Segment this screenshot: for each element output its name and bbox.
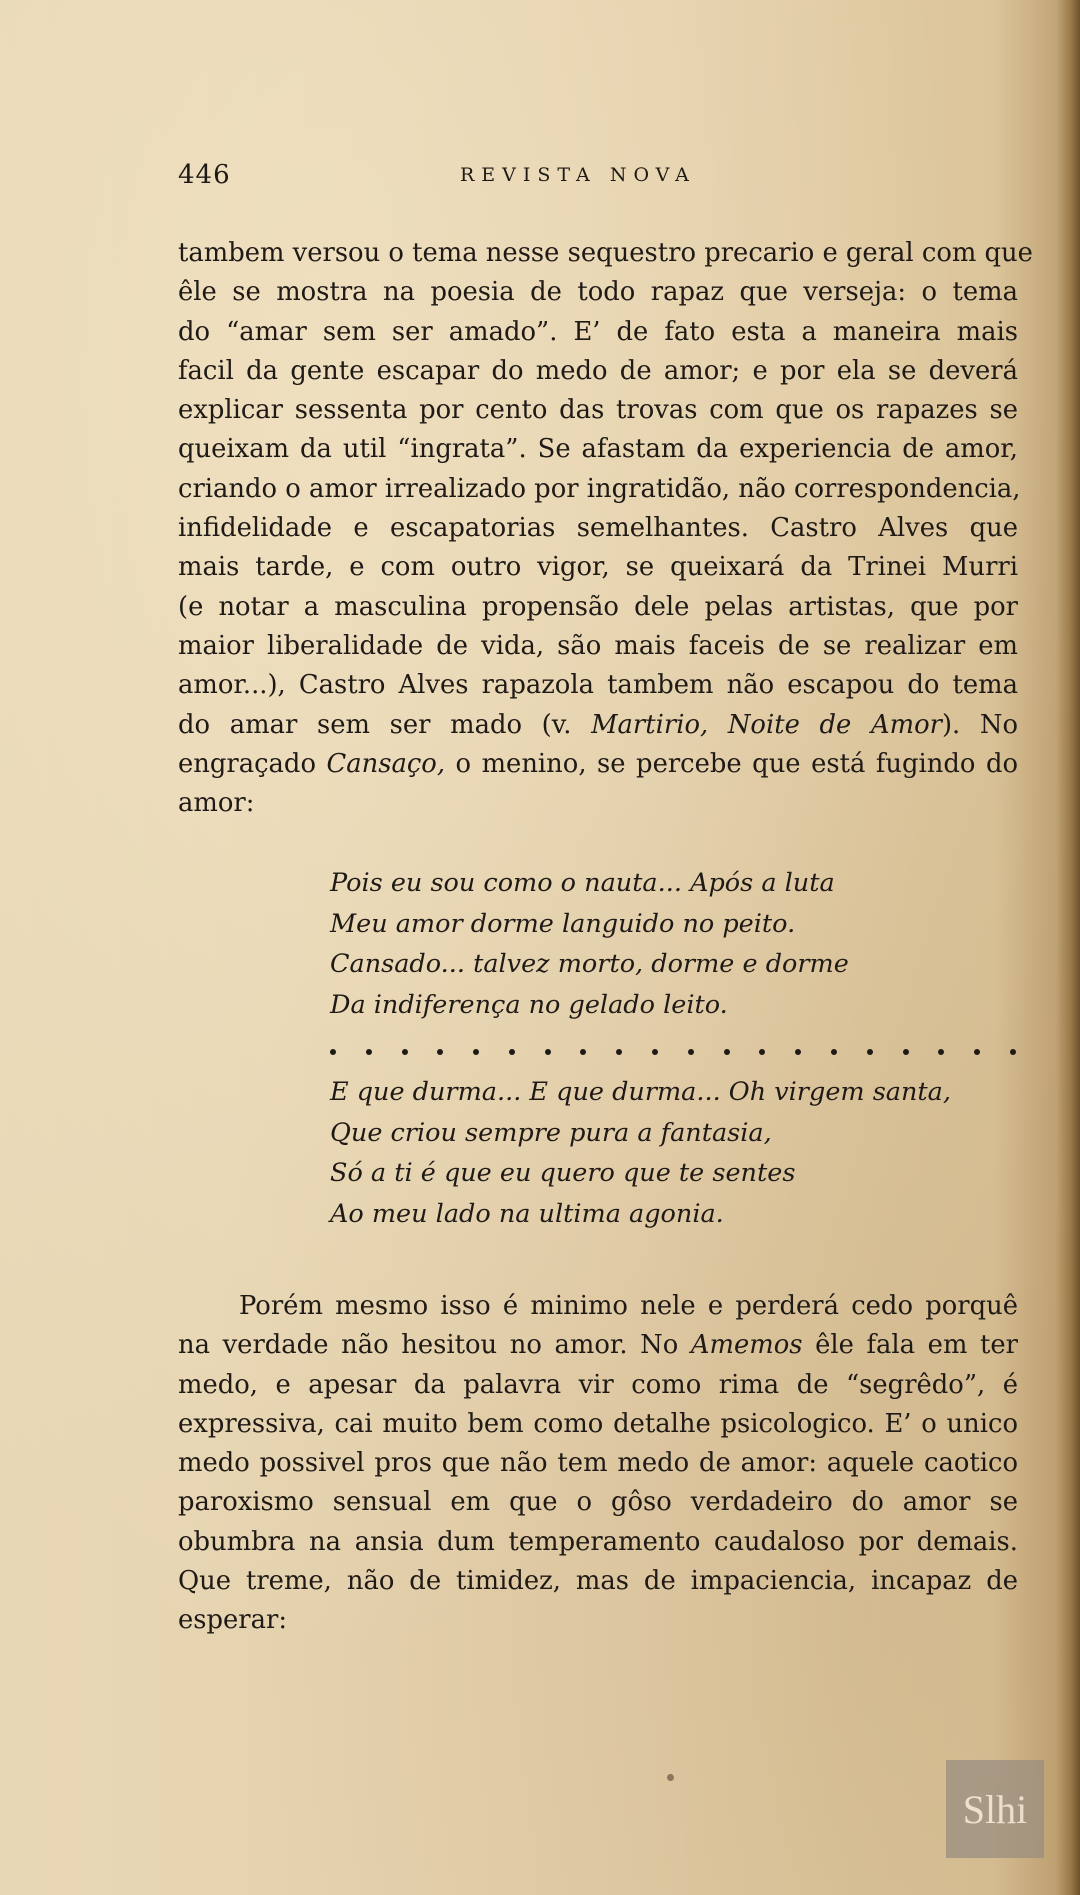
- poem-line: Meu amor dorme languido no peito.: [330, 908, 796, 939]
- divider-dot: [724, 1049, 730, 1055]
- poem-line: Ao meu lado na ultima agonia.: [330, 1198, 724, 1229]
- running-head: [178, 160, 1018, 196]
- text-run: êle fala em ter medo, e apesar da palavra vir como rima de “segrêdo”, é expressiva, cai muito bem como detalhe psicologico. E’ o unico medo possivel pros que não tem medo de amor: aquele caotico paroxismo sensual em que o gôso verdadeiro do amor se obumbra na ansia dum temperamento caudaloso por demais. Que treme, não de timidez, mas de impaciencia, incapaz de esperar:: [178, 1330, 1018, 1636]
- text-line: mais tarde, e com outro vigor, se queixará da Trinei Murri: [178, 552, 1018, 583]
- poem-stanza-2: [330, 1072, 1030, 1234]
- poem-stanza-1: [330, 863, 1030, 1025]
- text-run: o menino, se percebe que está fugindo do amor:: [178, 748, 1018, 819]
- page-number: 446: [178, 160, 231, 190]
- divider-dot: [974, 1049, 980, 1055]
- divider-dot: [795, 1049, 801, 1055]
- text-line: tambem versou o tema nesse sequestro precario e geral com que: [178, 238, 1033, 268]
- divider-dot: [759, 1049, 765, 1055]
- text-line: (e notar a masculina propensão dele pelas artistas, que por: [178, 591, 1018, 622]
- divider-dot: [1010, 1049, 1016, 1055]
- paper-speck: [667, 1774, 674, 1781]
- divider-dot: [580, 1049, 586, 1055]
- divider-dot: [688, 1049, 694, 1055]
- poem-line: Só a ti é que eu quero que te sentes: [330, 1158, 796, 1188]
- library-watermark-logo: Slhi: [946, 1760, 1044, 1858]
- divider-dot: [903, 1049, 909, 1055]
- divider-dot: [437, 1049, 443, 1055]
- paragraph-1: [178, 234, 1033, 823]
- poem-line: Cansado... talvez morto, dorme e dorme: [330, 949, 849, 979]
- title-cansaco: Cansaço,: [326, 748, 446, 779]
- text-line-run: [178, 666, 1018, 823]
- text-line: êle se mostra na poesia de todo rapaz que verseja: o tema: [178, 277, 1018, 308]
- text-line: facil da gente escapar do medo de amor; e por ela se deverá: [178, 355, 1018, 386]
- text-line: infidelidade e escapatorias semelhantes. Castro Alves que: [178, 513, 1018, 544]
- poem-line: Da indiferença no gelado leito.: [330, 989, 728, 1020]
- text-line: do “amar sem ser amado”. E’ de fato esta a maneira mais: [178, 316, 1018, 347]
- divider-dot: [616, 1049, 622, 1055]
- divider-dot: [366, 1049, 372, 1055]
- divider-dot: [509, 1049, 515, 1055]
- divider-dot: [330, 1049, 336, 1055]
- divider-dot: [652, 1049, 658, 1055]
- divider-dot: [545, 1049, 551, 1055]
- divider-dot: [473, 1049, 479, 1055]
- text-line: explicar sessenta por cento das trovas com que os rapazes se: [178, 395, 1018, 426]
- text-run: ). No engraçado: [178, 709, 1018, 779]
- text-line: maior liberalidade de vida, são mais faceis de se realizar em: [178, 630, 1018, 661]
- divider-dot: [402, 1049, 408, 1055]
- title-martirio-noite-de-amor: Martirio, Noite de Amor: [591, 709, 942, 740]
- divider-dot: [867, 1049, 873, 1055]
- title-amemos: Amemos: [690, 1330, 803, 1361]
- paragraph-2: [178, 1287, 1018, 1641]
- divider-dot: [938, 1049, 944, 1055]
- divider-dot: [831, 1049, 837, 1055]
- text-line: criando o amor irrealizado por ingratidão, não correspondencia,: [178, 473, 1021, 504]
- poem-ellipsis-divider: [330, 1042, 1016, 1062]
- text-run: amor...), Castro Alves rapazola tambem não escapou do tema do amar sem ser mado (v.: [178, 670, 1018, 740]
- text-run: Porém mesmo isso é minimo nele e perderá cedo porquê na verdade não hesitou no amor. No: [178, 1291, 1018, 1361]
- page-edge-shadow: [1056, 0, 1080, 1895]
- text-line: queixam da util “ingrata”. Se afastam da experiencia de amor,: [178, 434, 1018, 465]
- poem-line: E que durma... E que durma... Oh virgem santa,: [330, 1077, 951, 1107]
- poem-line: Que criou sempre pura a fantasia,: [330, 1117, 772, 1148]
- journal-title: REVISTA NOVA: [460, 164, 696, 186]
- poem-line: Pois eu sou como o nauta... Após a luta: [330, 868, 835, 898]
